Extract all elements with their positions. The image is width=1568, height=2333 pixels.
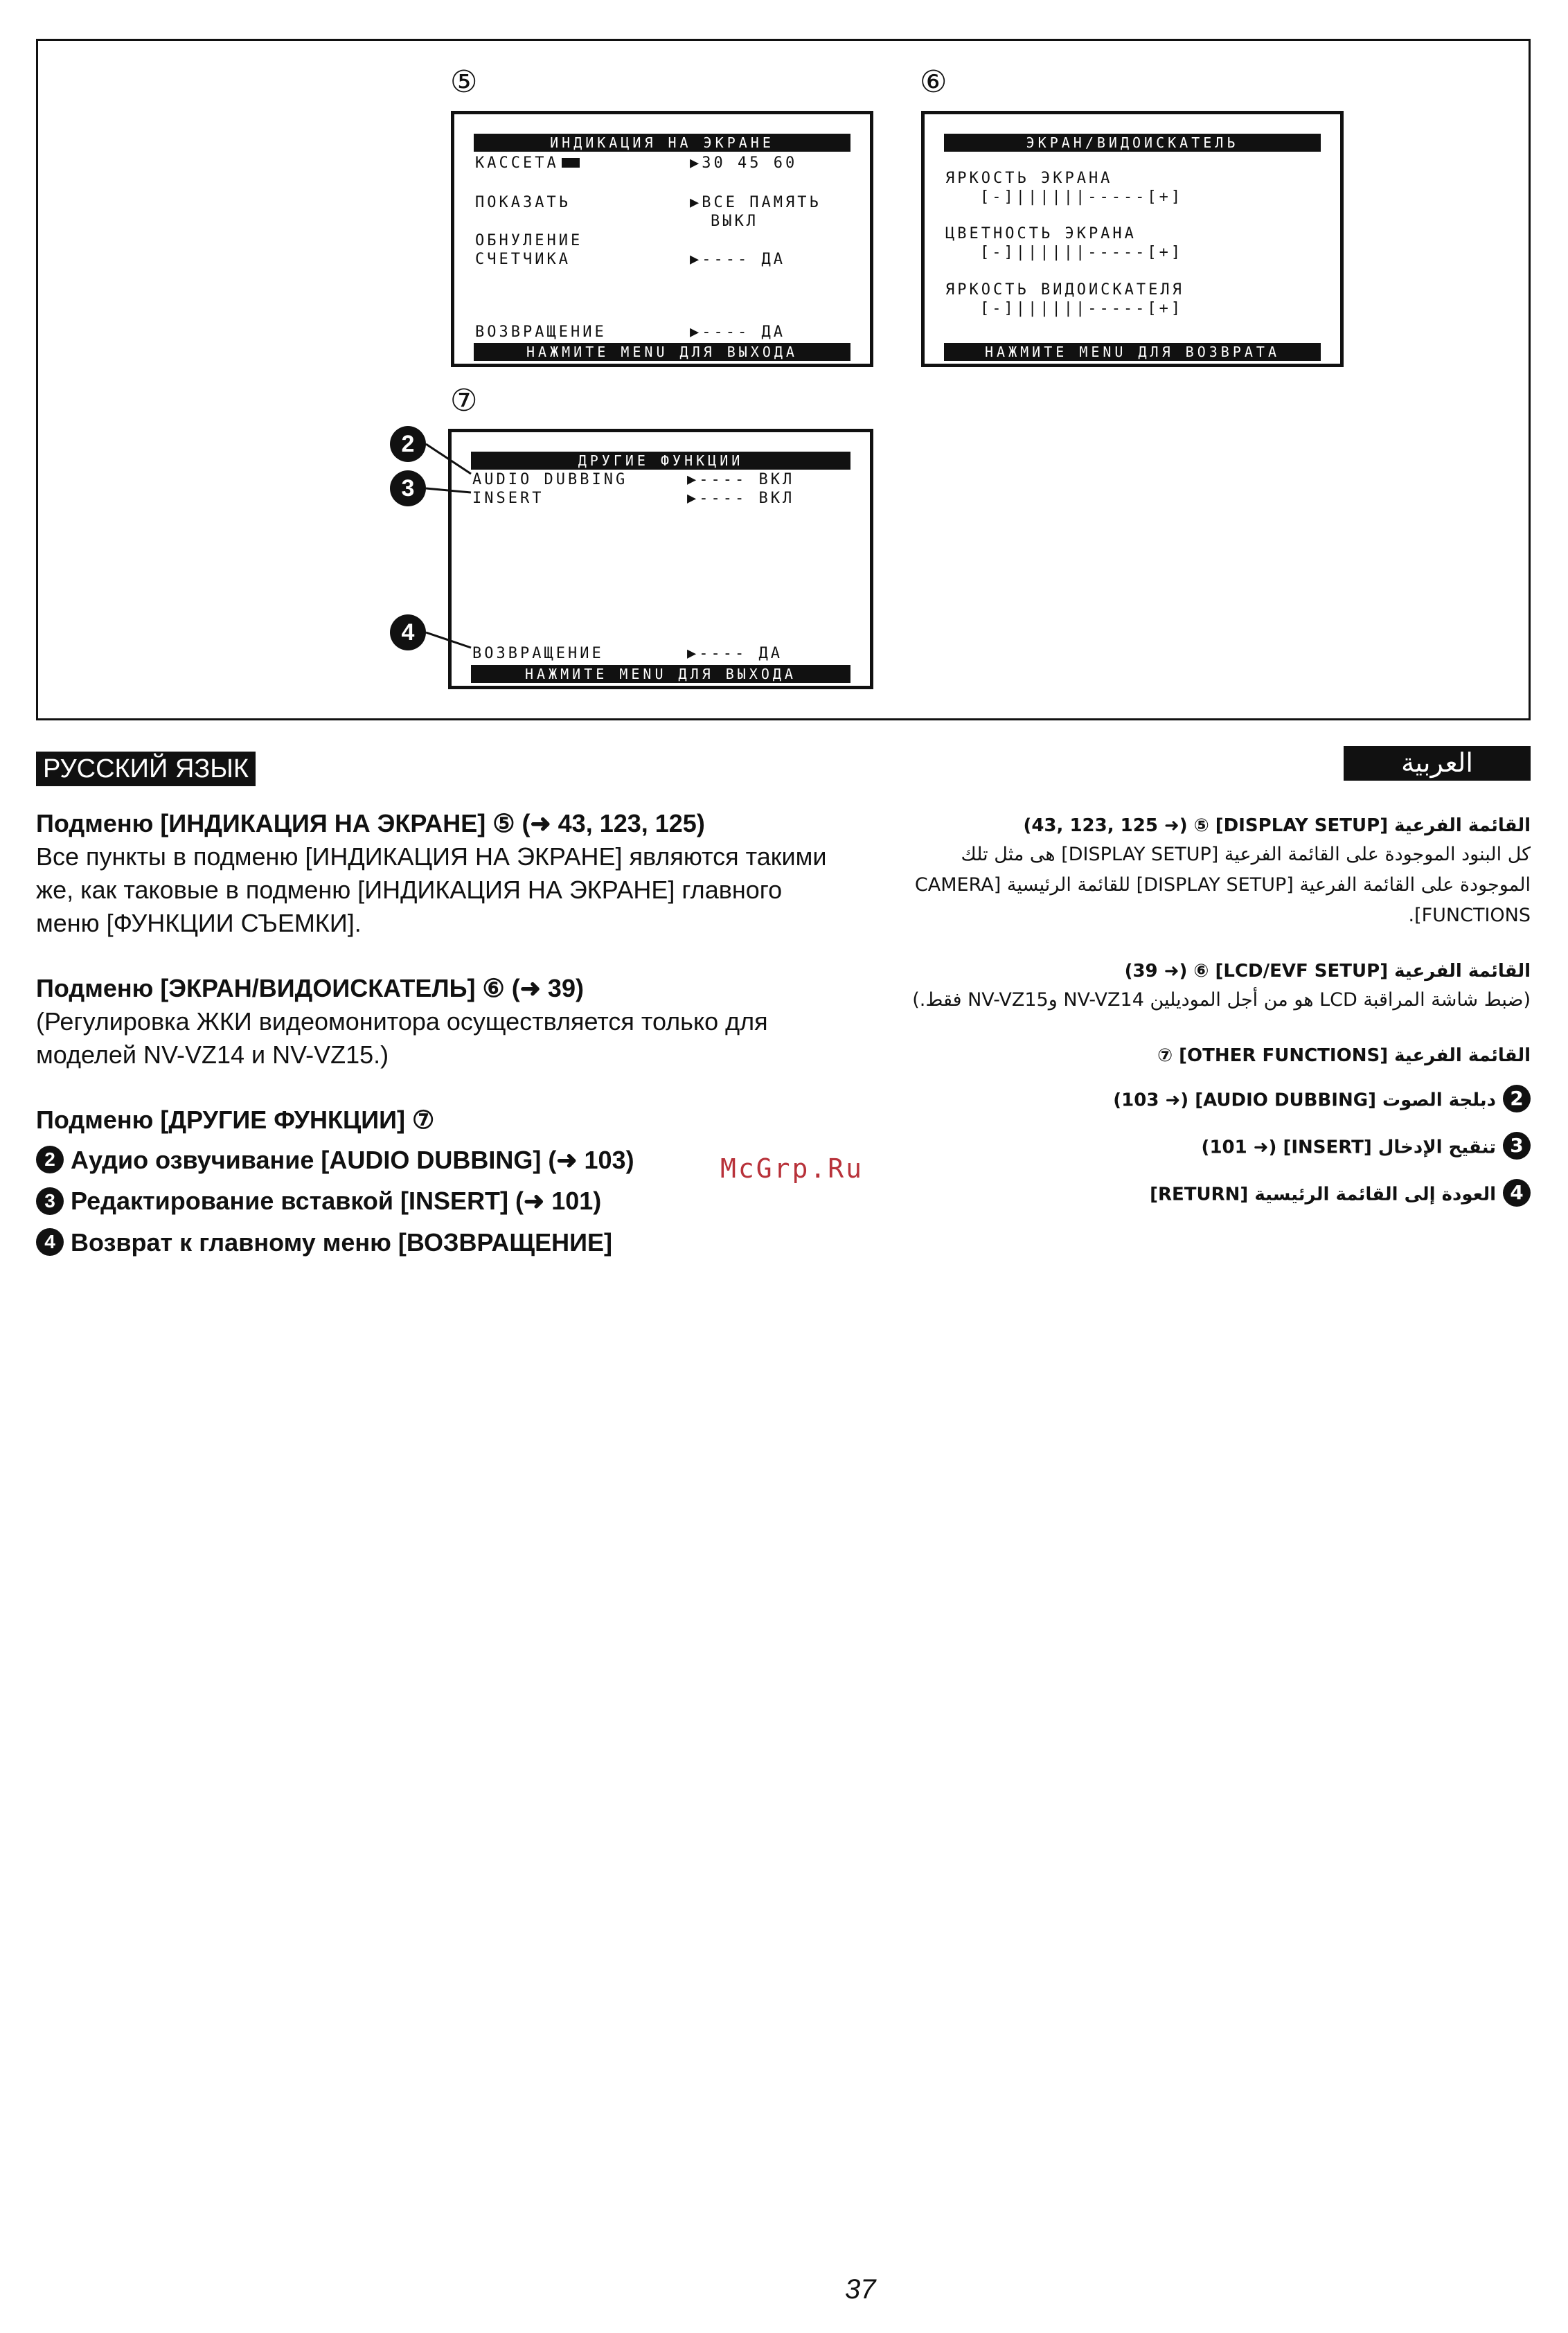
screen6-row3-label: ЯРКОСТЬ ВИДОИСКАТЕЛЯ [945,281,1184,299]
ar-item-2 [893,1085,1531,1117]
watermark: McGrp.Ru [720,1153,864,1184]
ru-section3-title: Подменю [ДРУГИЕ ФУНКЦИИ] ⑦ [36,1106,435,1134]
callout-badge-2: 2 [390,426,426,462]
ar-section2-title: القائمة الفرعية [LCD/EVF SETUP] ⑥ (➜ 39) [1124,961,1531,982]
ar-item-2-badge: 2 [1503,1085,1531,1112]
ar-item-4 [893,1179,1531,1211]
screen5-title: ИНДИКАЦИЯ НА ЭКРАНЕ [474,134,850,152]
ru-section1-body: Все пункты в подменю [ИНДИКАЦИЯ НА ЭКРАНЕ] являются такими же, как таковые в подменю [ИНДИКАЦИЯ НА ЭКРАНЕ] главного меню [ФУНКЦИИ СЪЕМКИ]. [36,842,827,937]
ru-item-4-text: Возврат к главному меню [ВОЗВРАЩЕНИЕ] [71,1227,612,1257]
screen5-row4-value: ▶---- ДА [690,323,785,341]
callout-line-4 [426,632,471,648]
ru-section2-title: Подменю [ЭКРАН/ВИДОИСКАТЕЛЬ] ⑥ (➜ 39) [36,974,584,1002]
screen7-title: ДРУГИЕ ФУНКЦИИ [471,452,850,470]
ru-item-4-badge: 4 [36,1228,64,1256]
screen7-row2-label: INSERT [472,490,544,507]
russian-column [36,807,832,1260]
ar-item-2-text: دبلجة الصوت [AUDIO DUBBING] (➜ 103) [1113,1090,1496,1111]
ru-item-4 [36,1226,832,1260]
callout-line-2 [426,444,471,474]
ar-item-4-text: العودة إلى القائمة الرئيسية [RETURN] [1150,1184,1496,1205]
ar-item-4-badge: 4 [1503,1179,1531,1207]
screen6-row2-label: ЦВЕТНОСТЬ ЭКРАНА [945,225,1137,242]
screen6-row2-scale: [-]||||||-----[+] [980,244,1184,261]
screen5-row1-label: КАССЕТА [475,154,580,172]
callout-badge-3: 3 [390,470,426,506]
screen6-row1-label: ЯРКОСТЬ ЭКРАНА [945,170,1113,187]
ru-item-2-badge: 2 [36,1146,64,1173]
screen6-number: ⑥ [920,64,947,100]
screen5-number: ⑤ [450,64,478,100]
ru-section2-body: (Регулировка ЖКИ видеомонитора осуществляется только для моделей NV-VZ14 и NV-VZ15.) [36,1007,768,1069]
ru-item-2-text: Аудио озвучивание [AUDIO DUBBING] (➜ 103) [71,1146,634,1174]
screen7-row3-label: ВОЗВРАЩЕНИЕ [472,645,604,662]
screen5-row1-value: ▶30 45 60 [690,154,798,172]
screen7-row3-value: ▶---- ДА [687,645,783,662]
screen6-row1-scale: [-]||||||-----[+] [980,188,1184,206]
screen6-title: ЭКРАН/ВИДОИСКАТЕЛЬ [944,134,1321,152]
screen7-number: ⑦ [450,383,478,418]
ar-item-3-text: تنقيح الإدخال [INSERT] (➜ 101) [1201,1137,1496,1158]
page-number: 37 [845,2274,876,2305]
callout-badge-4: 4 [390,614,426,650]
ru-item-2 [36,1144,832,1178]
ar-item-3-badge: 3 [1503,1132,1531,1160]
ar-section3-title: القائمة الفرعية [OTHER FUNCTIONS] ⑦ [1157,1045,1531,1066]
screen5-footer: НАЖМИТЕ MENU ДЛЯ ВЫХОДА [474,343,850,361]
screen7-row1-label: AUDIO DUBBING [472,471,628,488]
screen6-footer: НАЖМИТЕ MENU ДЛЯ ВОЗВРАТА [944,343,1321,361]
callout-line-3 [426,488,471,493]
screen5-row3-label: ОБНУЛЕНИЕ [475,232,583,249]
screen5-row4-label: ВОЗВРАЩЕНИЕ [475,323,607,341]
ar-section2-body: (ضبط شاشة المراقبة LCD هو من أجل الموديلين NV-VZ14 وNV-VZ15 فقط.) [912,989,1531,1011]
ru-item-3-text: Редактирование вставкой [INSERT] (➜ 101) [71,1187,602,1216]
screen7-row1-value: ▶---- ВКЛ [687,471,795,488]
ar-section1-title: القائمة الفرعية [DISPLAY SETUP] ⑤ (➜ 43, 123, 125) [1023,815,1531,836]
screen5-row3-label2: СЧЕТЧИКА [475,251,571,268]
ar-section1-body: كل البنود الموجودة على القائمة الفرعية [DISPLAY SETUP] هى مثل تلك الموجودة على القائمة الفرعية [DISPLAY SETUP] للقائمة الرئيسية [CAMERA FUNCTIONS]. [914,844,1531,926]
screen6-row3-scale: [-]||||||-----[+] [980,300,1184,317]
arabic-column [893,812,1531,1211]
screen5-row2-value: ▶ВСЕ ПАМЯТЬ [690,194,821,211]
ru-item-3 [36,1185,832,1218]
screen5-row2-label: ПОКАЗАТЬ [475,194,571,211]
arabic-header: العربية [1344,746,1531,781]
ru-item-3-badge: 3 [36,1187,64,1215]
ru-section1-title: Подменю [ИНДИКАЦИЯ НА ЭКРАНЕ] ⑤ (➜ 43, 123, 125) [36,809,705,837]
callout-leader-lines [38,41,1529,718]
ar-item-3 [893,1132,1531,1164]
screen7-footer: НАЖМИТЕ MENU ДЛЯ ВЫХОДА [471,665,850,683]
screen5-row3-value: ▶---- ДА [690,251,785,268]
screen7-row2-value: ▶---- ВКЛ [687,490,795,507]
screen5-row2-value2: ВЫКЛ [711,213,758,230]
russian-header: РУССКИЙ ЯЗЫК [36,752,256,786]
diagram-frame [36,39,1531,720]
